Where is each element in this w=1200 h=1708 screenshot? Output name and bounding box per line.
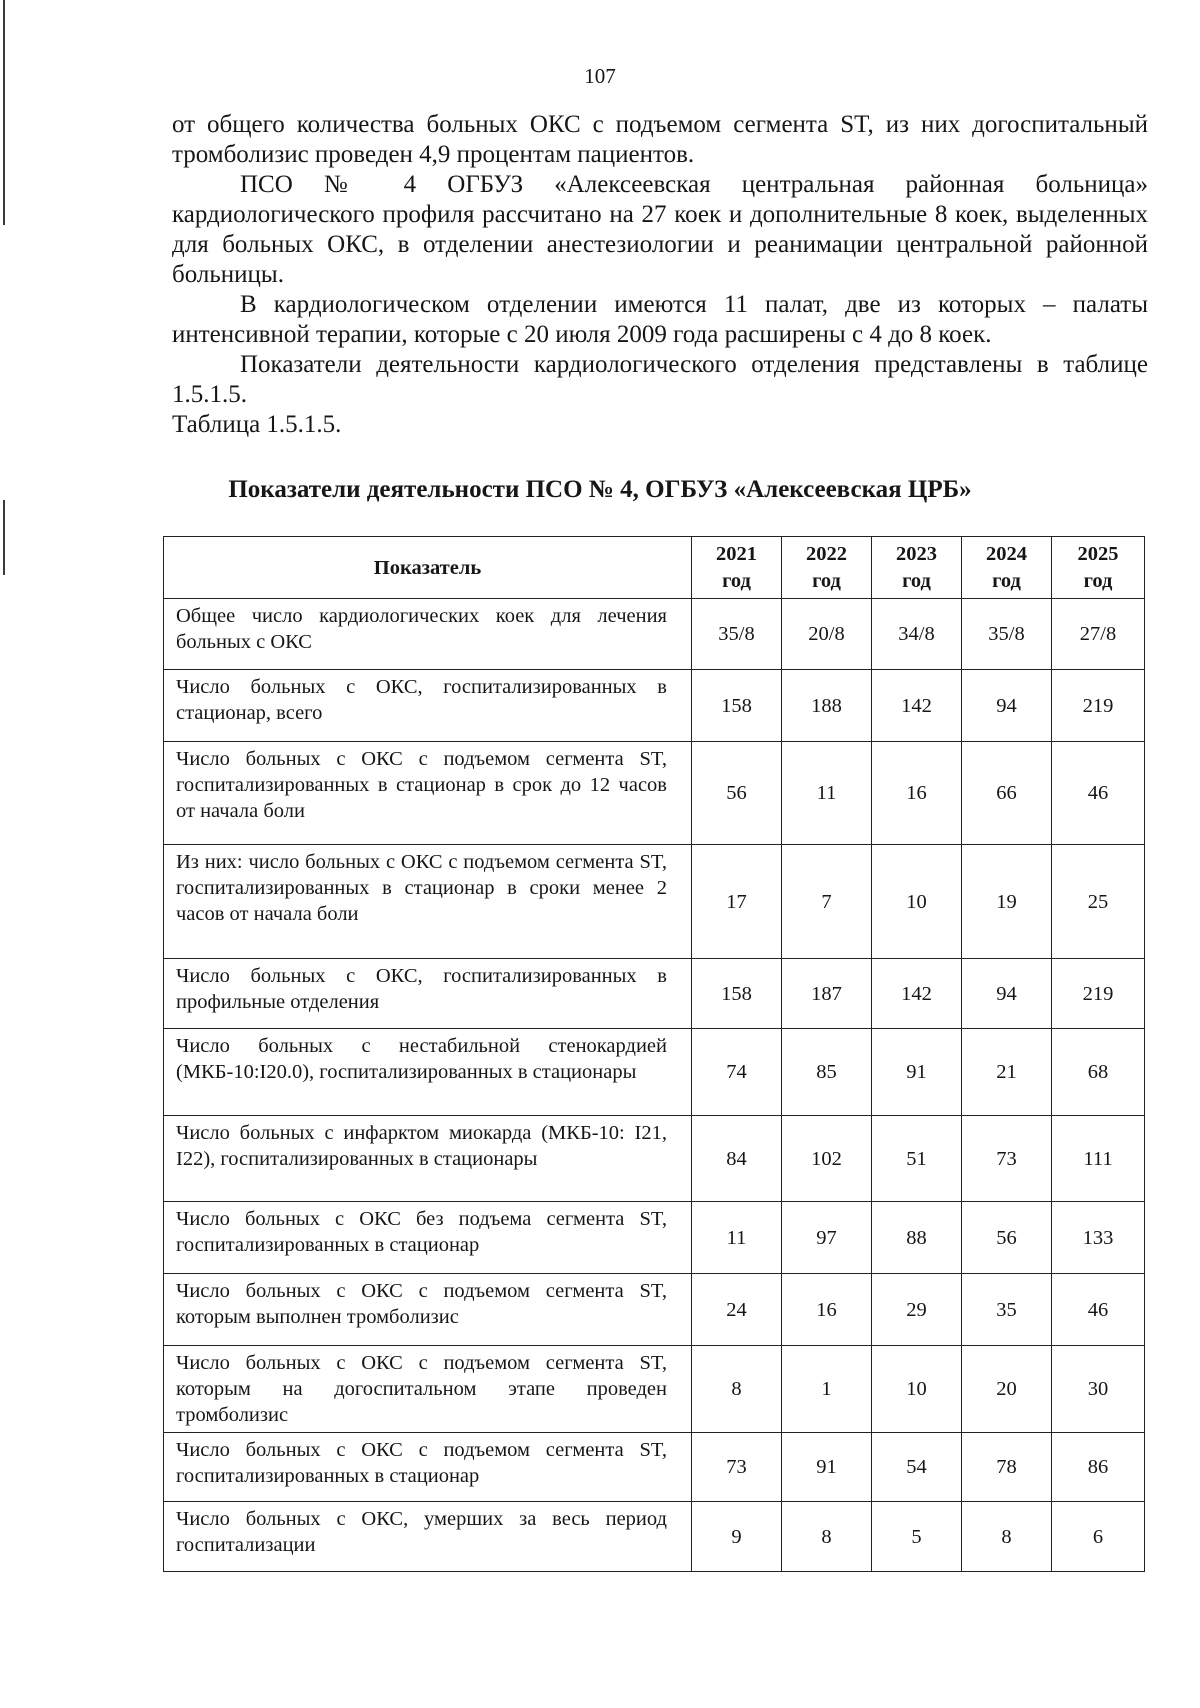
row-value: 10 [872, 845, 962, 959]
row-value: 158 [692, 959, 782, 1029]
table-row [164, 845, 1145, 959]
table-row [164, 1274, 1145, 1346]
header-year-number: 2025 [1077, 542, 1119, 565]
header-year-number: 2022 [806, 542, 847, 565]
row-value: 35/8 [962, 599, 1052, 670]
row-indicator-name: Число больных с ОКС, умерших за весь период госпитализации [164, 1502, 692, 1572]
row-value: 8 [962, 1502, 1052, 1572]
row-value: 6 [1052, 1502, 1145, 1572]
row-value: 142 [872, 959, 962, 1029]
row-value: 219 [1052, 670, 1145, 742]
table-row [164, 1502, 1145, 1572]
left-margin-line [3, 0, 5, 225]
indicators-table [163, 536, 1145, 1572]
row-value: 16 [872, 742, 962, 845]
row-value: 5 [872, 1502, 962, 1572]
header-year-number: 2024 [986, 542, 1027, 565]
row-indicator-name: Число больных с нестабильной стенокардией (МКБ-10:I20.0), госпитализированных в стационары [164, 1029, 692, 1116]
row-value: 56 [692, 742, 782, 845]
table-header-row [164, 537, 1145, 599]
table-row [164, 1433, 1145, 1502]
row-value: 91 [782, 1433, 872, 1502]
page-number: 107 [584, 64, 616, 88]
row-value: 9 [692, 1502, 782, 1572]
row-value: 8 [782, 1502, 872, 1572]
table-row [164, 1202, 1145, 1274]
table-label: Таблица 1.5.1.5. [172, 411, 342, 438]
row-value: 73 [692, 1433, 782, 1502]
row-value: 187 [782, 959, 872, 1029]
left-margin-line [3, 500, 5, 575]
row-value: 56 [962, 1202, 1052, 1274]
header-year-suffix: год [1083, 569, 1113, 592]
row-value: 11 [692, 1202, 782, 1274]
table-row [164, 1116, 1145, 1202]
row-value: 20/8 [782, 599, 872, 670]
row-value: 85 [782, 1029, 872, 1116]
row-value: 54 [872, 1433, 962, 1502]
row-value: 8 [692, 1346, 782, 1433]
row-indicator-name: Число больных с инфарктом миокарда (МКБ-10: I21, I22), госпитализированных в стационары [164, 1116, 692, 1202]
header-year [872, 537, 962, 599]
body-text [172, 110, 1148, 440]
row-value: 25 [1052, 845, 1145, 959]
paragraph: ПСО № 4 ОГБУЗ «Алексеевская центральная районная больница» кардиологического профиля рассчитано на 27 коек и дополнительные 8 коек, выделенных для больных ОКС, в отделении анестезиологии и реанимации центральной районной больницы. [172, 171, 1148, 288]
row-value: 86 [1052, 1433, 1145, 1502]
row-value: 24 [692, 1274, 782, 1346]
row-value: 133 [1052, 1202, 1145, 1274]
row-value: 30 [1052, 1346, 1145, 1433]
header-year-suffix: год [902, 569, 931, 592]
row-value: 35 [962, 1274, 1052, 1346]
row-value: 20 [962, 1346, 1052, 1433]
header-indicator: Показатель [164, 537, 692, 599]
table-title: Показатели деятельности ПСО № 4, ОГБУЗ «Алексеевская ЦРБ» [228, 476, 972, 503]
row-indicator-name: Число больных с ОКС с подъемом сегмента ST, которым выполнен тромболизис [164, 1274, 692, 1346]
row-value: 35/8 [692, 599, 782, 670]
row-value: 111 [1052, 1116, 1145, 1202]
row-indicator-name: Общее число кардиологических коек для лечения больных с ОКС [164, 599, 692, 670]
table-row [164, 1346, 1145, 1433]
header-year-suffix: год [992, 569, 1021, 592]
row-value: 1 [782, 1346, 872, 1433]
row-value: 10 [872, 1346, 962, 1433]
row-indicator-name: Число больных с ОКС с подъемом сегмента ST, госпитализированных в стационар в срок до 12 часов от начала боли [164, 742, 692, 845]
row-value: 88 [872, 1202, 962, 1274]
row-value: 27/8 [1052, 599, 1145, 670]
row-indicator-name: Число больных с ОКС с подъемом сегмента ST, которым на догоспитальном этапе проведен тромболизис [164, 1346, 692, 1433]
row-value: 102 [782, 1116, 872, 1202]
row-value: 19 [962, 845, 1052, 959]
header-year [1052, 537, 1145, 599]
row-value: 66 [962, 742, 1052, 845]
header-year-number: 2023 [896, 542, 937, 565]
header-year [782, 537, 872, 599]
row-indicator-name: Число больных с ОКС, госпитализированных в стационар, всего [164, 670, 692, 742]
table-row [164, 1029, 1145, 1116]
row-value: 46 [1052, 1274, 1145, 1346]
header-year-suffix: год [722, 569, 751, 592]
row-value: 34/8 [872, 599, 962, 670]
paragraph: В кардиологическом отделении имеются 11 палат, две из которых – палаты интенсивной терапии, которые с 20 июля 2009 года расширены с 4 до 8 коек. [172, 291, 1148, 348]
row-value: 78 [962, 1433, 1052, 1502]
row-value: 17 [692, 845, 782, 959]
table-row [164, 599, 1145, 670]
row-value: 158 [692, 670, 782, 742]
row-value: 74 [692, 1029, 782, 1116]
row-indicator-name: Число больных с ОКС, госпитализированных в профильные отделения [164, 959, 692, 1029]
paragraph: Показатели деятельности кардиологического отделения представлены в таблице 1.5.1.5. [172, 351, 1148, 408]
row-value: 46 [1052, 742, 1145, 845]
row-value: 68 [1052, 1029, 1145, 1116]
row-value: 73 [962, 1116, 1052, 1202]
row-value: 188 [782, 670, 872, 742]
row-value: 97 [782, 1202, 872, 1274]
row-indicator-name: Число больных с ОКС без подъема сегмента ST, госпитализированных в стационар [164, 1202, 692, 1274]
row-indicator-name: Число больных с ОКС с подъемом сегмента ST, госпитализированных в стационар [164, 1433, 692, 1502]
row-value: 91 [872, 1029, 962, 1116]
row-value: 16 [782, 1274, 872, 1346]
header-year-number: 2021 [716, 542, 757, 565]
row-value: 7 [782, 845, 872, 959]
header-year-suffix: год [812, 569, 841, 592]
paragraph: от общего количества больных ОКС с подъемом сегмента ST, из них догоспитальный тромболизис проведен 4,9 процентам пациентов. [172, 111, 1148, 168]
table-row [164, 670, 1145, 742]
row-value: 94 [962, 670, 1052, 742]
table-row [164, 742, 1145, 845]
row-indicator-name: Из них: число больных с ОКС с подъемом сегмента ST, госпитализированных в стационар в сроки менее 2 часов от начала боли [164, 845, 692, 959]
row-value: 21 [962, 1029, 1052, 1116]
row-value: 94 [962, 959, 1052, 1029]
row-value: 51 [872, 1116, 962, 1202]
row-value: 84 [692, 1116, 782, 1202]
table-row [164, 959, 1145, 1029]
header-year [962, 537, 1052, 599]
row-value: 29 [872, 1274, 962, 1346]
row-value: 11 [782, 742, 872, 845]
row-value: 219 [1052, 959, 1145, 1029]
header-year [692, 537, 782, 599]
row-value: 142 [872, 670, 962, 742]
